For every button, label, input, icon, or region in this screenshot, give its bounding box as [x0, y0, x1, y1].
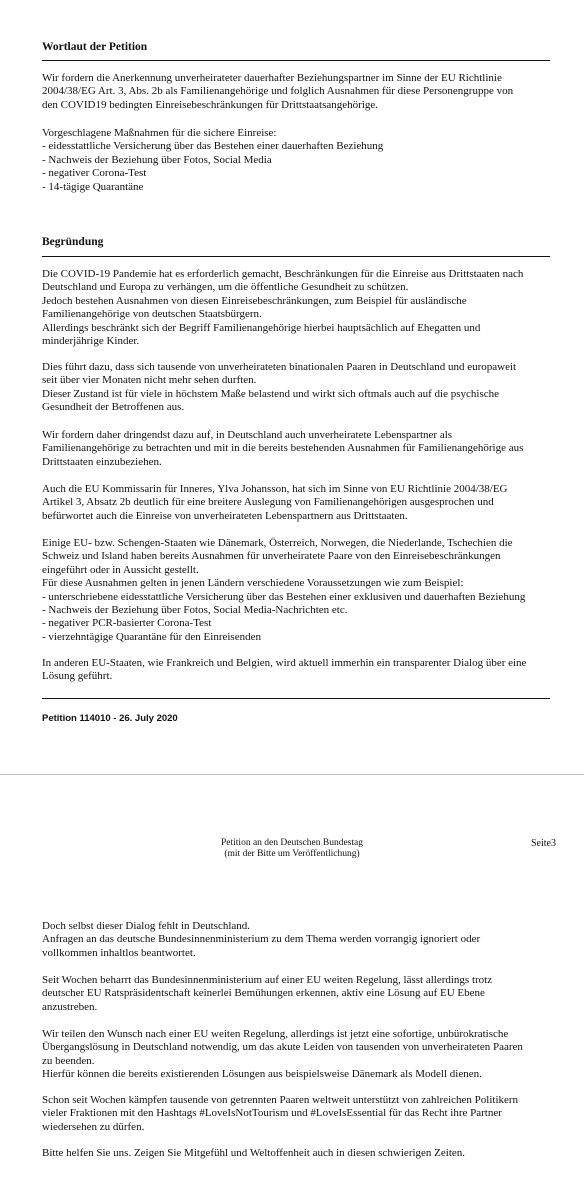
wortlaut-text: Wir fordern die Anerkennung unverheirateter dauerhafter Beziehungspartner im Sinne der EU Richtlinie 2004/38/EG Art. 3, Abs. 2b als Familienangehörige und folglich Ausnahmen für diese Personengruppe von den COVID19 bedingten Einreisebeschränkungen für Drittstaatsangehörige. [42, 72, 514, 111]
wortlaut-heading: Wortlaut der Petition [42, 41, 148, 53]
begruendung-paragraph: Auch die EU Kommissarin für Inneres, Ylva Johansson, hat sich im Sinne von EU Richtlinie 2004/38/EG Artikel 3, Absatz 2b deutlich für eine breitere Auslegung von Familienangehörigen ausgesprochen und befürwortet auch die Einreise von unverheirateten Lebenspartnern aus Drittstaaten. [42, 483, 508, 522]
body-paragraph: Wir teilen den Wunsch nach einer EU weiten Regelung, allerdings ist jetzt eine sofortige, unbürokratische Übergangslösung in Deutschland notwendig, um das akute Leiden von tausenden von unverheirateten Paaren zu beenden. Hierfür können die bereits existierenden Lösungen aus beispielsweise Dänemark als Modell dienen. [42, 1028, 523, 1081]
petition-footer: Petition 114010 - 26. July 2020 [42, 713, 178, 724]
begruendung-heading: Begründung [42, 236, 104, 248]
begruendung-paragraph: Einige EU- bzw. Schengen-Staaten wie Dänemark, Österreich, Norwegen, die Niederlande, Tschechien die Schweiz und Island haben bereits Ausnahmen für unverheiratete Paare von den Einreisebeschränkungen eingeführt oder in Aussicht gestellt. Für diese Ausnahmen gelten in jenen Ländern verschiedene Voraussetzungen wie zum Beispiel: - unterschriebene eidesstattliche Versicherung über das Bestehen einer exklusiven und dauerhaften Beziehung - Nachweis der Beziehung über Fotos, Social Media-Nachrichten etc. - negativer PCR-basierter Corona-Test - vierzehntägige Quarantäne für den Einreisenden [42, 537, 526, 643]
body-paragraph: Doch selbst dieser Dialog fehlt in Deutschland. Anfragen an das deutsche Bundesinnenministerium zu dem Thema werden vorrangig ignoriert oder vollkommen inhaltlos beantwortet. [42, 920, 481, 959]
page-header [0, 838, 584, 860]
page-number: Seite3 [531, 838, 556, 849]
footer-divider [42, 698, 550, 699]
begruendung-paragraph: Dies führt dazu, dass sich tausende von unverheirateten binationalen Paaren in Deutschland und europaweit seit über vier Monaten nicht mehr sehen durften. Dieser Zustand ist für viele in höchstem Maße belastend und wirkt sich oftmals auch auf die psychische Gesundheit der Betroffenen aus. [42, 361, 517, 414]
page-break [0, 774, 584, 775]
divider [42, 60, 550, 61]
body-paragraph: Seit Wochen beharrt das Bundesinnenministerium auf einer EU weiten Regelung, lässt allerdings trotz deutscher EU Ratspräsidentschaft keinerlei Bemühungen erkennen, aktiv eine Lösung auf EU Ebene anzustreben. [42, 974, 493, 1013]
header-subtitle: (mit der Bitte um Veröffentlichung) [224, 849, 360, 859]
massnahmen-list: Vorgeschlagene Maßnahmen für die sichere Einreise: - eidesstattliche Versicherung über das Bestehen einer dauerhaften Beziehung - Nachweis der Beziehung über Fotos, Social Media - negativer Corona-Test - 14-tägige Quarantäne [42, 127, 384, 193]
divider [42, 256, 550, 257]
body-paragraph: Schon seit Wochen kämpfen tausende von getrennten Paaren weltweit unterstützt von zahlreichen Politikern vieler Fraktionen mit den Hashtags #LoveIsNotTourism und #LoveIsEssential für das Recht ihre Partner wiedersehen zu dürfen. [42, 1094, 519, 1133]
header-title: Petition an den Deutschen Bundestag [221, 838, 363, 848]
begruendung-paragraph: Die COVID-19 Pandemie hat es erforderlich gemacht, Beschränkungen für die Einreise aus Drittstaaten nach Deutschland und Europa zu verhängen, um die öffentliche Gesundheit zu schützen. Jedoch bestehen Ausnahmen von diesen Einreisebeschränkungen, zum Beispiel für ausländische Familienangehörige von deutschen Staatsbürgern. Allerdings beschränkt sich der Begriff Familienangehörige hierbei hauptsächlich auf Ehegatten und minderjährige Kinder. [42, 268, 524, 348]
begruendung-paragraph: Wir fordern daher dringendst dazu auf, in Deutschland auch unverheiratete Lebenspartner als Familienangehörige zu betrachten und mit in die bereits bestehenden Ausnahmen für Familienangehörige aus Drittstaaten einzubeziehen. [42, 429, 524, 468]
body-paragraph: Bitte helfen Sie uns. Zeigen Sie Mitgefühl und Weltoffenheit auch in diesen schwierigen Zeiten. [42, 1147, 466, 1159]
begruendung-paragraph: In anderen EU-Staaten, wie Frankreich und Belgien, wird aktuell immerhin ein transparenter Dialog über eine Lösung geführt. [42, 657, 527, 683]
